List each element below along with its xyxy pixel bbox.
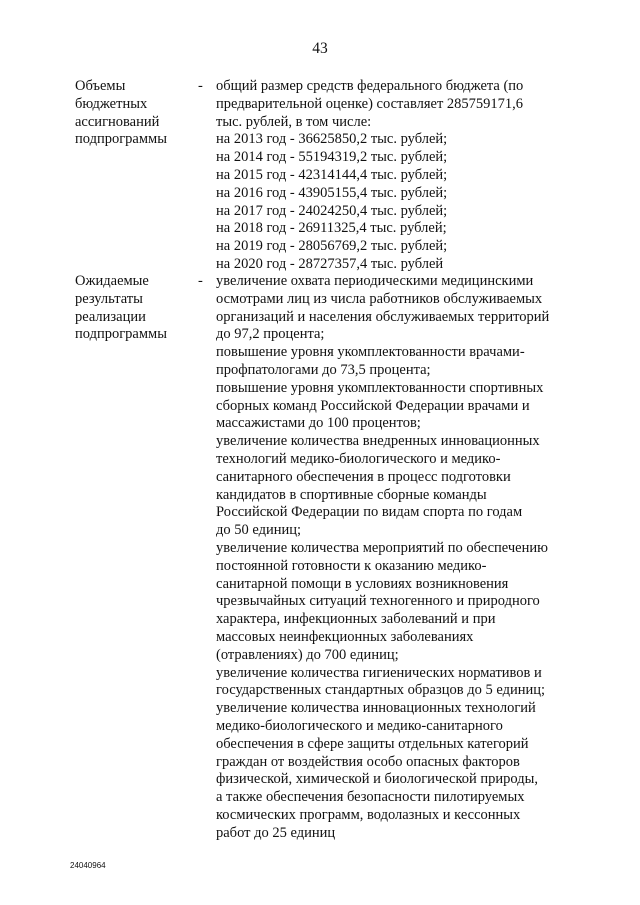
results-content-line: санитарной помощи в условиях возникновения: [216, 575, 509, 592]
results-content-line: физической, химической и биологической природы,: [216, 771, 538, 788]
results-content-line: осмотрами лиц из числа работников обслуживаемых: [216, 290, 543, 307]
results-label-line: реализации: [75, 308, 146, 325]
budget-content-line: на 2019 год - 28056769,2 тыс. рублей;: [216, 238, 448, 255]
results-content-line: граждан от воздействия особо опасных факторов: [216, 753, 520, 770]
budget-content-line: на 2017 год - 24024250,4 тыс. рублей;: [216, 202, 448, 219]
budget-content-line: общий размер средств федерального бюджета (по: [216, 78, 524, 94]
results-content-line: кандидатов в спортивные сборные команды: [216, 486, 487, 503]
results-content-line: массовых неинфекционных заболеваниях: [216, 628, 474, 645]
page-number: 43: [312, 40, 328, 57]
results-label-line: подпрограммы: [75, 326, 167, 343]
results-content-line: повышение уровня укомплектованности врачами-: [216, 344, 525, 361]
results-content-line: а также обеспечения безопасности пилотируемых: [216, 789, 525, 806]
results-content-line: постоянной готовности к оказанию медико-: [216, 557, 487, 574]
budget-section-label: [75, 78, 195, 149]
results-content-line: обеспечения в сфере защиты отдельных категорий: [216, 735, 529, 752]
results-content-line: увеличение количества внедренных инновационных: [216, 433, 540, 450]
results-content-line: организаций и населения обслуживаемых территорий: [216, 308, 550, 325]
results-content-line: (отравлениях) до 700 единиц;: [216, 646, 399, 663]
budget-dash: -: [198, 78, 203, 94]
results-content-line: увеличение охвата периодическими медицинскими: [216, 273, 534, 289]
results-content-line: до 97,2 процента;: [216, 326, 325, 343]
results-content-line: работ до 25 единиц: [216, 824, 336, 841]
results-section-content: [216, 273, 576, 843]
results-content-line: медико-биологического и медико-санитарного: [216, 717, 503, 734]
results-content-line: технологий медико-биологического и медико-: [216, 450, 501, 467]
budget-content-line: на 2015 год - 42314144,4 тыс. рублей;: [216, 166, 448, 183]
results-content-line: чрезвычайных ситуаций техногенного и природного: [216, 593, 540, 610]
results-content-line: санитарного обеспечения в процесс подготовки: [216, 468, 511, 485]
results-label-line: результаты: [75, 290, 143, 307]
budget-section-content: [216, 78, 576, 274]
budget-content-line: на 2020 год - 28727357,4 тыс. рублей: [216, 255, 444, 272]
results-content-line: государственных стандартных образцов до 5 единиц;: [216, 682, 546, 699]
document-code: 24040964: [70, 861, 106, 870]
results-section-label: [75, 273, 195, 344]
budget-label-line: подпрограммы: [75, 131, 167, 148]
results-content-line: увеличение количества гигиенических нормативов и: [216, 664, 542, 681]
results-content-line: до 50 единиц;: [216, 522, 302, 539]
results-content-line: повышение уровня укомплектованности спортивных: [216, 379, 544, 396]
budget-content-line: на 2018 год - 26911325,4 тыс. рублей;: [216, 220, 447, 237]
budget-label-line: бюджетных: [75, 95, 148, 112]
budget-content-line: на 2016 год - 43905155,4 тыс. рублей;: [216, 184, 448, 201]
budget-content-line: на 2013 год - 36625850,2 тыс. рублей;: [216, 131, 448, 148]
budget-label-line: Объемы: [75, 78, 126, 94]
results-content-line: увеличение количества мероприятий по обеспечению: [216, 539, 548, 556]
results-content-line: космических программ, водолазных и кессонных: [216, 806, 521, 823]
results-content-line: Российской Федерации по видам спорта по годам: [216, 504, 523, 521]
results-label-line: Ожидаемые: [75, 273, 149, 289]
results-content-line: сборных команд Российской Федерации врачами и: [216, 397, 530, 414]
results-dash: -: [198, 273, 203, 289]
budget-content-line: на 2014 год - 55194319,2 тыс. рублей;: [216, 149, 448, 166]
results-content-line: массажистами до 100 процентов;: [216, 415, 421, 432]
results-content-line: профпатологами до 73,5 процента;: [216, 361, 431, 378]
budget-content-line: предварительной оценке) составляет 285759171,6: [216, 95, 524, 112]
budget-label-line: ассигнований: [75, 113, 160, 130]
results-content-line: характера, инфекционных заболеваний и при: [216, 611, 496, 628]
results-content-line: увеличение количества инновационных технологий: [216, 700, 536, 717]
budget-content-line: тыс. рублей, в том числе:: [216, 113, 372, 130]
